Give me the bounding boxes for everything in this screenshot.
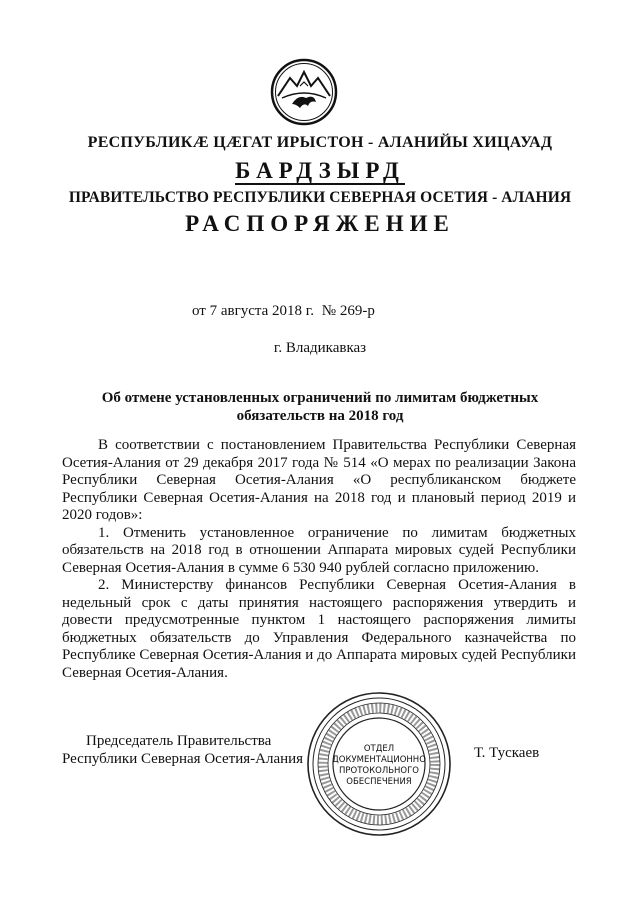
position-line-1: Председатель Правительства — [86, 733, 272, 749]
document-type-title: РАСПОРЯЖЕНИЕ — [185, 211, 455, 236]
header-line-ossetian-government: РЕСПУБЛИКÆ ЦÆГАТ ИРЫСТОН - АЛАНИЙЫ ХИЦАУАД — [87, 134, 553, 151]
city-name: г. Владикавказ — [273, 340, 367, 356]
item-2-paragraph: 2. Министерству финансов Республики Северная Осетия-Алания в недельный срок с даты принятия настоящего распоряжения утвердить и довести предусмотренные пунктом 1 настоящего распоряжения лимиты бюджетных обязательств до Управления Федерального казначейства по Республике Северная Осетия-Алания и до Аппарата мировых судей Республики Северная Осетия-Алания. — [62, 577, 576, 681]
document-number: № 269-р — [321, 303, 375, 319]
header-line-government: ПРАВИТЕЛЬСТВО РЕСПУБЛИКИ СЕВЕРНАЯ ОСЕТИЯ - АЛАНИЯ — [68, 189, 572, 206]
official-seal-stamp — [305, 690, 453, 838]
seal-text-line-1: ОТДЕЛ — [363, 744, 395, 754]
document-body — [62, 437, 576, 682]
signatory-position — [62, 732, 303, 768]
header-title-ossetian-text: БАРДЗЫРД — [235, 158, 405, 183]
preamble-paragraph: В соответствии с постановлением Правительства Республики Северная Осетия-Алания от 29 декабря 2017 года № 514 «О мерах по реализации Закона Республики Северная Осетия-Алания «О республиканском бюджете Республики Северная Осетия-Алания на 2018 год и плановый период 2019 и 2020 годов»: — [62, 437, 576, 523]
item-1-paragraph: 1. Отменить установленное ограничение по лимитам бюджетных обязательств на 2018 год в отношении Аппарата мировых судей Республики Северная Осетия-Алания в сумме 6 530 940 рублей согласно приложению. — [62, 524, 576, 576]
subject-line-1: Об отмене установленных ограничений по лимитам бюджетных — [101, 390, 539, 406]
date-number-line — [192, 303, 379, 320]
document-subject — [70, 389, 570, 425]
subject-line-2: обязательств на 2018 год — [236, 408, 404, 424]
coat-of-arms-emblem-icon — [270, 58, 338, 126]
seal-text-line-2: ДОКУМЕНТАЦИОННО — [332, 755, 426, 765]
header-title-ossetian — [0, 158, 640, 184]
document-date: от 7 августа 2018 г. — [192, 303, 315, 319]
position-line-2: Республики Северная Осетия-Алания — [62, 751, 304, 767]
seal-text-line-3: ПРОТОКОЛЬНОГО — [339, 766, 419, 776]
seal-text-line-4: ОБЕСПЕЧЕНИЯ — [346, 777, 412, 787]
signatory-name: Т. Тускаев — [474, 745, 540, 761]
